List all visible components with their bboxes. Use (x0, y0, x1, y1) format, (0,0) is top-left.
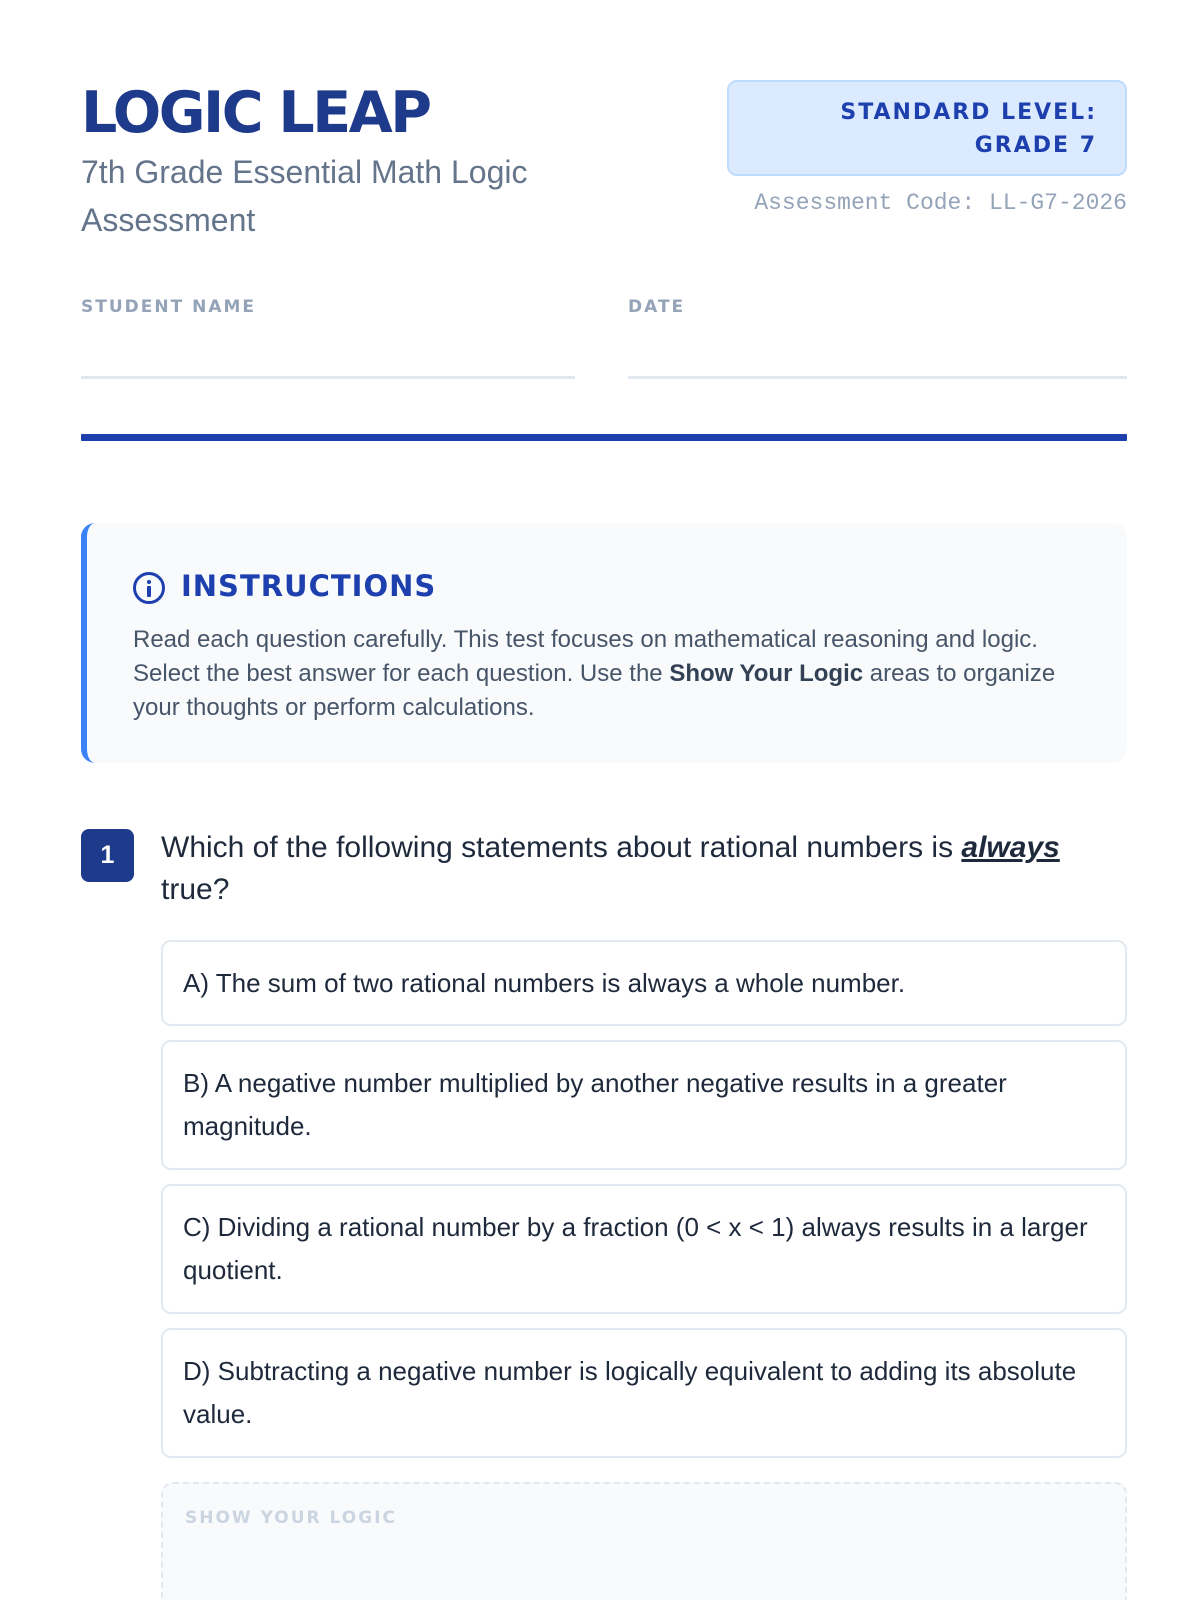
assessment-code: Assessment Code: LL-G7-2026 (754, 190, 1127, 216)
instructions-box (81, 523, 1127, 763)
student-name-label: STUDENT NAME (81, 297, 257, 317)
question-text: Which of the following statements about rational numbers is always true? (161, 831, 1060, 906)
assessment-subtitle: 7th Grade Essential Math Logic Assessment (81, 154, 528, 238)
info-icon (133, 572, 165, 604)
brand-title: LOGIC LEAP (81, 80, 430, 146)
answer-option-c[interactable]: C) Dividing a rational number by a fraction (0 < x < 1) always results in a larger quotient. (161, 1184, 1127, 1314)
date-label: DATE (628, 297, 686, 317)
show-your-logic-label: SHOW YOUR LOGIC (185, 1508, 397, 1528)
header-divider (81, 434, 1127, 441)
assessment-page (81, 0, 1127, 1600)
date-field[interactable] (628, 376, 1127, 379)
header (81, 80, 1127, 240)
instructions-title: INSTRUCTIONS (181, 569, 437, 603)
question-number: 1 (81, 829, 134, 882)
level-badge: STANDARD LEVEL: GRADE 7 (727, 80, 1127, 176)
answer-option-a[interactable]: A) The sum of two rational numbers is always a whole number. (161, 940, 1127, 1026)
answer-option-d[interactable]: D) Subtracting a negative number is logically equivalent to adding its absolute value. (161, 1328, 1127, 1458)
student-name-field[interactable] (81, 376, 575, 379)
answer-option-b[interactable]: B) A negative number multiplied by another negative results in a greater magnitude. (161, 1040, 1127, 1170)
question-emphasis: always (961, 831, 1060, 864)
instructions-text: Read each question carefully. This test focuses on mathematical reasoning and logic. Select the best answer for each question. Use the Show Your Logic areas to organize your thoughts or perform calculations. (133, 626, 1056, 721)
show-your-logic-emphasis: Show Your Logic (669, 660, 864, 687)
show-your-logic-area[interactable] (161, 1482, 1127, 1600)
